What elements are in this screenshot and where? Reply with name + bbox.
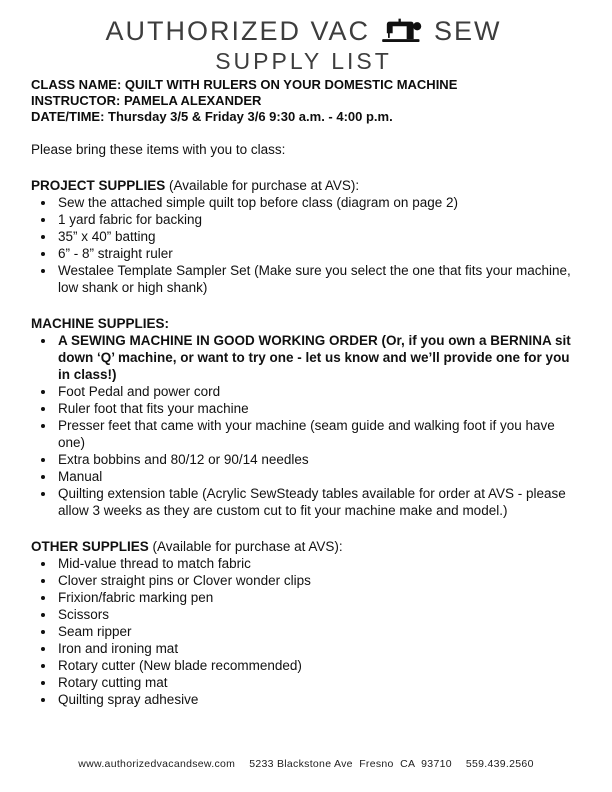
section-heading-note: (Available for purchase at AVS): [148,539,343,554]
section-heading-title: OTHER SUPPLIES [31,539,149,554]
list-item: • Clover straight pins or Clover wonder clips [56,572,576,589]
list-item: • Rotary cutter (New blade recommended) [56,657,576,674]
section-heading-title: MACHINE SUPPLIES: [31,316,170,331]
list-item: • 6” - 8” straight ruler [56,245,576,262]
list-item: • 1 yard fabric for backing [56,211,576,228]
list-item: • Foot Pedal and power cord [56,383,576,400]
page-title: SUPPLY LIST [215,48,392,74]
brand-name-right: SEW [434,16,502,46]
brand-name-left: AUTHORIZED VAC [105,16,370,46]
list-item: • Iron and ironing mat [56,640,576,657]
class-name-label: CLASS NAME: [31,77,122,92]
list-item: • Presser feet that came with your machine (seam guide and walking foot if you have one) [56,417,576,451]
intro-text: Please bring these items with you to class: [31,142,286,157]
sewing-machine-icon [381,18,423,45]
instructor-label: INSTRUCTOR: [31,93,121,108]
list-item: • Sew the attached simple quilt top before class (diagram on page 2) [56,194,576,211]
instructor-line [31,93,576,109]
class-info [31,77,576,125]
class-name-line [31,77,576,93]
list-item: • Frixion/fabric marking pen [56,589,576,606]
footer-website[interactable]: www.authorizedvacandsew.com [78,758,236,770]
date-time-line [31,109,576,125]
list-item: • Mid-value thread to match fabric [56,555,576,572]
supply-item-list [31,194,576,296]
list-item: • Seam ripper [56,623,576,640]
section-machine-supplies [31,315,576,519]
document-footer [0,758,612,770]
list-item: • Ruler foot that fits your machine [56,400,576,417]
section-heading [31,177,576,194]
footer-address: 5233 Blackstone Ave Fresno CA 93710 [249,758,452,770]
section-heading [31,315,576,332]
list-item: • Westalee Template Sampler Set (Make sure you select the one that fits your machine, low shank or high shank) [56,262,576,296]
supply-item-list [31,332,576,519]
list-item: • Quilting spray adhesive [56,691,576,708]
brand [31,16,576,47]
class-name-value: QUILT WITH RULERS ON YOUR DOMESTIC MACHINE [124,77,458,92]
list-item: • Manual [56,468,576,485]
list-item: • Scissors [56,606,576,623]
footer-phone: 559.439.2560 [465,758,534,770]
date-time-value: Thursday 3/5 & Friday 3/6 9:30 a.m. - 4:00 p.m. [108,109,393,124]
document-header [31,16,576,75]
list-item: • Quilting extension table (Acrylic SewSteady tables available for order at AVS - please allow 3 weeks as they are custom cut to fit your machine make and model.) [56,485,576,519]
section-other-supplies [31,538,576,708]
list-item: • A SEWING MACHINE IN GOOD WORKING ORDER (Or, if you own a BERNINA sit down ‘Q’ machine, or want to try one - let us know and we’ll provide one for you in class!) [56,332,576,383]
list-item: • Rotary cutting mat [56,674,576,691]
section-project-supplies [31,177,576,296]
supply-item-list [31,555,576,708]
instructor-value: PAMELA ALEXANDER [123,93,262,108]
section-heading-title: PROJECT SUPPLIES [31,178,166,193]
section-heading-note: (Available for purchase at AVS): [165,178,360,193]
list-item: • Extra bobbins and 80/12 or 90/14 needles [56,451,576,468]
list-item: • 35” x 40” batting [56,228,576,245]
section-heading [31,538,576,555]
supply-sections [31,177,576,708]
date-time-label: DATE/TIME: [31,109,105,124]
